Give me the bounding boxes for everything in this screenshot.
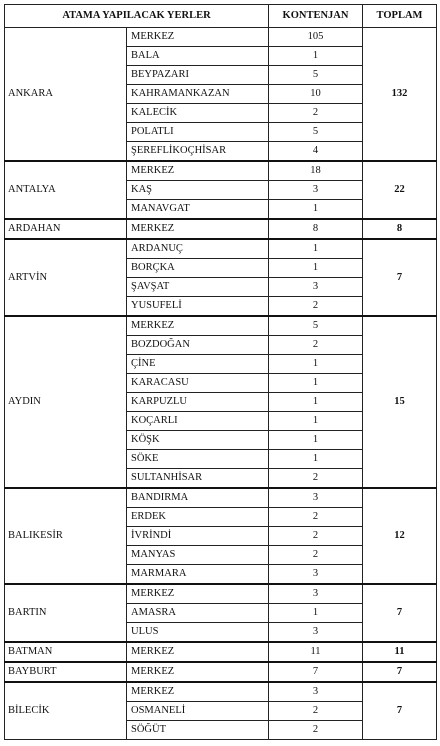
quota-cell: 1 <box>269 604 363 623</box>
district-cell: ULUS <box>127 623 269 643</box>
quota-cell: 2 <box>269 702 363 721</box>
table-row <box>5 488 437 508</box>
quota-cell: 1 <box>269 374 363 393</box>
province-cell: BATMAN <box>5 642 127 662</box>
quota-cell: 3 <box>269 488 363 508</box>
quota-cell: 1 <box>269 200 363 220</box>
total-cell: 132 <box>363 28 437 162</box>
district-cell: ŞEREFLİKOÇHİSAR <box>127 142 269 162</box>
district-cell: KAŞ <box>127 181 269 200</box>
quota-cell: 11 <box>269 642 363 662</box>
quota-cell: 3 <box>269 584 363 604</box>
assignment-document <box>4 4 436 740</box>
quota-cell: 2 <box>269 469 363 489</box>
quota-cell: 1 <box>269 450 363 469</box>
quota-cell: 8 <box>269 219 363 239</box>
district-cell: KARACASU <box>127 374 269 393</box>
quota-cell: 2 <box>269 104 363 123</box>
total-cell: 7 <box>363 584 437 642</box>
district-cell: MERKEZ <box>127 219 269 239</box>
province-cell: AYDIN <box>5 316 127 488</box>
table-row <box>5 642 437 662</box>
district-cell: BEYPAZARI <box>127 66 269 85</box>
district-cell: YUSUFELİ <box>127 297 269 317</box>
quota-cell: 2 <box>269 508 363 527</box>
district-cell: KARPUZLU <box>127 393 269 412</box>
district-cell: MANAVGAT <box>127 200 269 220</box>
district-cell: KOÇARLI <box>127 412 269 431</box>
total-cell: 22 <box>363 161 437 219</box>
header-total: TOPLAM <box>363 5 437 28</box>
district-cell: BORÇKA <box>127 259 269 278</box>
quota-cell: 3 <box>269 623 363 643</box>
district-cell: MERKEZ <box>127 662 269 682</box>
quota-cell: 5 <box>269 123 363 142</box>
district-cell: ERDEK <box>127 508 269 527</box>
province-cell: ANTALYA <box>5 161 127 219</box>
district-cell: SÖKE <box>127 450 269 469</box>
district-cell: SULTANHİSAR <box>127 469 269 489</box>
header-place: ATAMA YAPILACAK YERLER <box>5 5 269 28</box>
district-cell: MERKEZ <box>127 161 269 181</box>
quota-cell: 1 <box>269 431 363 450</box>
district-cell: OSMANELİ <box>127 702 269 721</box>
total-cell: 12 <box>363 488 437 584</box>
province-cell: BARTIN <box>5 584 127 642</box>
district-cell: MERKEZ <box>127 28 269 47</box>
header-quota: KONTENJAN <box>269 5 363 28</box>
province-cell: BAYBURT <box>5 662 127 682</box>
table-header-row <box>5 5 437 28</box>
quota-cell: 2 <box>269 527 363 546</box>
district-cell: MERKEZ <box>127 642 269 662</box>
district-cell: İVRİNDİ <box>127 527 269 546</box>
district-cell: BOZDOĞAN <box>127 336 269 355</box>
table-row <box>5 316 437 336</box>
province-cell: BİLECİK <box>5 682 127 740</box>
assignment-table <box>4 4 437 740</box>
quota-cell: 1 <box>269 239 363 259</box>
table-row <box>5 28 437 47</box>
table-row <box>5 219 437 239</box>
quota-cell: 1 <box>269 259 363 278</box>
total-cell: 8 <box>363 219 437 239</box>
province-cell: ARDAHAN <box>5 219 127 239</box>
total-cell: 11 <box>363 642 437 662</box>
district-cell: MERKEZ <box>127 316 269 336</box>
district-cell: BANDIRMA <box>127 488 269 508</box>
quota-cell: 3 <box>269 278 363 297</box>
district-cell: AMASRA <box>127 604 269 623</box>
quota-cell: 1 <box>269 355 363 374</box>
table-row <box>5 161 437 181</box>
province-cell: ARTVİN <box>5 239 127 316</box>
quota-cell: 5 <box>269 316 363 336</box>
district-cell: POLATLI <box>127 123 269 142</box>
quota-cell: 1 <box>269 412 363 431</box>
district-cell: MERKEZ <box>127 584 269 604</box>
district-cell: ÇİNE <box>127 355 269 374</box>
table-body <box>5 28 437 740</box>
quota-cell: 4 <box>269 142 363 162</box>
quota-cell: 2 <box>269 546 363 565</box>
table-row <box>5 682 437 702</box>
quota-cell: 5 <box>269 66 363 85</box>
quota-cell: 1 <box>269 393 363 412</box>
district-cell: ŞAVŞAT <box>127 278 269 297</box>
table-row <box>5 584 437 604</box>
total-cell: 7 <box>363 239 437 316</box>
district-cell: MARMARA <box>127 565 269 585</box>
quota-cell: 2 <box>269 297 363 317</box>
total-cell: 7 <box>363 682 437 740</box>
quota-cell: 105 <box>269 28 363 47</box>
quota-cell: 2 <box>269 721 363 740</box>
quota-cell: 1 <box>269 47 363 66</box>
table-row <box>5 239 437 259</box>
total-cell: 7 <box>363 662 437 682</box>
district-cell: MERKEZ <box>127 682 269 702</box>
district-cell: SÖĞÜT <box>127 721 269 740</box>
district-cell: MANYAS <box>127 546 269 565</box>
province-cell: ANKARA <box>5 28 127 162</box>
district-cell: BALA <box>127 47 269 66</box>
province-cell: BALIKESİR <box>5 488 127 584</box>
quota-cell: 2 <box>269 336 363 355</box>
quota-cell: 18 <box>269 161 363 181</box>
district-cell: KAHRAMANKAZAN <box>127 85 269 104</box>
total-cell: 15 <box>363 316 437 488</box>
district-cell: ARDANUÇ <box>127 239 269 259</box>
quota-cell: 3 <box>269 682 363 702</box>
district-cell: KALECİK <box>127 104 269 123</box>
table-row <box>5 662 437 682</box>
quota-cell: 10 <box>269 85 363 104</box>
quota-cell: 3 <box>269 565 363 585</box>
quota-cell: 7 <box>269 662 363 682</box>
district-cell: KÖŞK <box>127 431 269 450</box>
quota-cell: 3 <box>269 181 363 200</box>
